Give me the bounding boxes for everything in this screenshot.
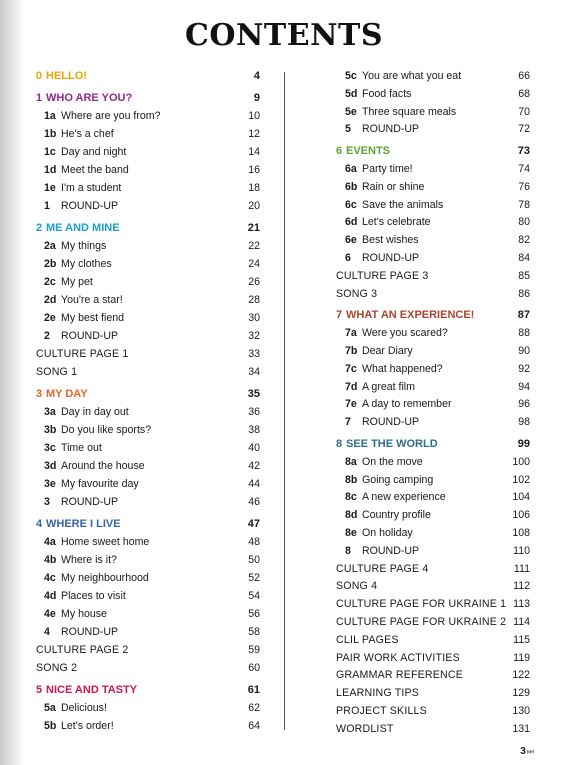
page-ref: 52 — [248, 572, 260, 584]
page-ref: 16 — [248, 164, 260, 176]
page-ref: 61 — [247, 684, 260, 696]
unit-number: 5 — [36, 684, 43, 696]
unit-title: SEE THE WORLD — [346, 438, 438, 450]
lesson-title: My things — [61, 240, 107, 252]
lesson-title: Let's celebrate — [362, 216, 431, 229]
lesson-title: Where is it? — [61, 554, 117, 566]
lesson-title: Home sweet home — [61, 536, 150, 548]
page-ref: 9 — [253, 92, 260, 104]
lesson-code: 2b — [44, 258, 57, 270]
lesson-code: 7d — [345, 380, 358, 393]
page-ref: 32 — [248, 330, 260, 342]
contents-entry — [336, 720, 536, 738]
page-ref: 26 — [248, 276, 260, 288]
lesson-code: 1e — [44, 182, 56, 194]
unit-title: ME AND MINE — [46, 222, 120, 234]
page-ref: 122 — [512, 669, 530, 682]
lesson-code: 8b — [345, 473, 358, 486]
lesson-entry — [336, 213, 536, 231]
page-ref: 86 — [518, 287, 530, 300]
page-ref: 58 — [248, 626, 260, 638]
lesson-entry — [336, 413, 536, 431]
lesson-title: Where are you from? — [61, 110, 161, 122]
page-ref: 73 — [517, 145, 530, 158]
entry-title: SONG 2 — [36, 662, 78, 674]
lesson-code: 7 — [345, 416, 351, 429]
page-ref: 72 — [518, 123, 530, 136]
lesson-title: Let's order! — [61, 720, 114, 732]
lesson-code: 8d — [345, 509, 358, 522]
lesson-entry — [336, 160, 536, 178]
page-ref: 35 — [247, 388, 260, 400]
lesson-title: My pet — [61, 276, 93, 288]
unit-number: 2 — [36, 222, 43, 234]
page-ref: 54 — [248, 590, 260, 602]
entry-title: SONG 3 — [336, 287, 378, 300]
lesson-code: 5d — [345, 87, 358, 100]
lesson-code: 6b — [345, 180, 358, 193]
lesson-title: On the move — [362, 455, 423, 468]
lesson-title: Meet the band — [61, 164, 129, 176]
page-ref: 92 — [518, 362, 530, 375]
lesson-title: Do you like sports? — [61, 424, 152, 436]
lesson-title: My neighbourhood — [61, 572, 149, 584]
lesson-code: 4a — [44, 536, 56, 548]
lesson-title: My clothes — [61, 258, 112, 270]
lesson-entry — [336, 488, 536, 506]
page-ref: 59 — [248, 644, 260, 656]
lesson-entry — [336, 360, 536, 378]
page-ref: 22 — [248, 240, 260, 252]
page-ref: 21 — [247, 222, 260, 234]
page-ref: 36 — [248, 406, 260, 418]
lesson-code: 3a — [44, 406, 56, 418]
lesson-code: 3b — [44, 424, 57, 436]
entry-title: PROJECT SKILLS — [336, 705, 427, 717]
lesson-code: 1a — [44, 110, 56, 122]
contents-entry — [336, 577, 536, 595]
entry-title: CULTURE PAGE FOR UKRAINE 2 — [336, 616, 507, 628]
lesson-code: 1 — [44, 200, 50, 212]
page-ref: 47 — [247, 518, 260, 530]
lesson-code: 8c — [345, 491, 357, 504]
entry-title: GRAMMAR REFERENCE — [336, 669, 464, 682]
unit-title: WHO ARE YOU? — [46, 92, 133, 104]
contents-entry — [336, 560, 536, 578]
page-ref: 84 — [518, 252, 530, 264]
lesson-entry — [336, 524, 536, 542]
lesson-entry — [336, 471, 536, 489]
page-ref: 4 — [253, 70, 260, 82]
page-ref: 38 — [248, 424, 260, 436]
page-ref: 102 — [512, 473, 530, 486]
page-ref: 94 — [518, 380, 530, 393]
lesson-code: 5 — [345, 123, 351, 136]
lesson-entry — [336, 103, 536, 121]
lesson-title: Best wishes — [362, 234, 419, 247]
lesson-code: 2c — [44, 276, 56, 288]
page-ref: 90 — [518, 345, 530, 357]
lesson-code: 3d — [44, 460, 57, 472]
page-ref: 70 — [518, 105, 530, 118]
lesson-entry — [336, 231, 536, 249]
lesson-code: 8e — [345, 527, 357, 539]
entry-title: SONG 1 — [36, 366, 78, 378]
lesson-title: My favourite day — [61, 478, 139, 490]
lesson-code: 4b — [44, 554, 57, 566]
page-ref: 42 — [248, 460, 260, 472]
lesson-title: Places to visit — [61, 590, 126, 602]
lesson-title: ROUND-UP — [61, 200, 119, 212]
lesson-code: 4c — [44, 572, 56, 584]
entry-title: WORDLIST — [336, 722, 394, 735]
page-ref: 131 — [512, 722, 530, 735]
page-ref: 24 — [248, 258, 260, 270]
lesson-title: Food facts — [362, 87, 412, 100]
lesson-title: Were you scared? — [362, 327, 448, 340]
lesson-title: My best fiend — [61, 312, 125, 324]
lesson-entry — [336, 342, 536, 360]
entry-title: LEARNING TIPS — [336, 687, 420, 700]
lesson-title: On holiday — [362, 527, 413, 539]
page-ref: 82 — [518, 234, 530, 247]
lesson-entry — [336, 178, 536, 196]
page-ref: 113 — [513, 598, 530, 611]
lesson-title: ROUND-UP — [362, 252, 420, 264]
lesson-title: A great film — [362, 380, 415, 393]
page-ref: 60 — [248, 662, 260, 674]
unit-title: WHAT AN EXPERIENCE! — [346, 309, 475, 322]
lesson-code: 2 — [44, 330, 50, 342]
entry-title: CULTURE PAGE FOR UKRAINE 1 — [336, 598, 507, 611]
lesson-title: ROUND-UP — [61, 626, 119, 638]
page-ref: 96 — [518, 398, 530, 411]
lesson-title: A new experience — [362, 491, 446, 504]
lesson-entry — [336, 378, 536, 396]
lesson-title: Day in day out — [61, 406, 129, 418]
page-ref: 40 — [248, 442, 260, 454]
page-ref: 99 — [517, 438, 530, 450]
page-ref: 80 — [518, 216, 530, 229]
page-ref: 129 — [512, 687, 530, 700]
contents-entry — [336, 285, 536, 303]
forward-arrows-icon: ⏭ — [526, 747, 534, 756]
page-ref: 50 — [248, 554, 260, 566]
contents-entry — [336, 649, 536, 667]
unit-title: NICE AND TASTY — [46, 684, 138, 696]
lesson-code: 6e — [345, 234, 357, 247]
lesson-title: Delicious! — [61, 702, 107, 714]
lesson-code: 4e — [44, 608, 56, 620]
lesson-code: 7b — [345, 345, 358, 357]
lesson-code: 3e — [44, 478, 56, 490]
page-ref: 104 — [512, 491, 530, 504]
page-ref: 34 — [248, 366, 260, 378]
entry-title: CLIL PAGES — [336, 633, 399, 646]
unit-title: MY DAY — [46, 388, 88, 400]
unit-number: 4 — [36, 518, 43, 530]
page-ref: 98 — [518, 416, 530, 429]
entry-title: CULTURE PAGE 2 — [36, 644, 129, 656]
lesson-code: 5e — [345, 105, 357, 118]
page-number — [520, 746, 534, 757]
lesson-title: Rain or shine — [362, 180, 425, 193]
page-ref: 100 — [512, 455, 530, 468]
page-ref: 119 — [513, 651, 530, 664]
lesson-code: 5c — [345, 70, 357, 82]
lesson-code: 3c — [44, 442, 56, 454]
lesson-title: Three square meals — [362, 105, 457, 118]
page-ref: 10 — [248, 110, 260, 122]
unit-title: EVENTS — [346, 145, 391, 158]
lesson-title: Time out — [61, 442, 102, 454]
unit-number: 8 — [336, 438, 343, 450]
page-ref: 88 — [518, 327, 530, 340]
lesson-code: 1d — [44, 164, 57, 176]
lesson-title: Day and night — [61, 146, 127, 158]
lesson-code: 7e — [345, 398, 357, 411]
contents-entry — [336, 613, 536, 631]
page-ref: 20 — [248, 200, 260, 212]
contents-entry — [336, 684, 536, 702]
page-ref: 68 — [518, 87, 530, 100]
lesson-title: You're a star! — [61, 294, 123, 306]
lesson-code: 8a — [345, 455, 357, 468]
lesson-code: 6d — [345, 216, 358, 229]
entry-title: PAIR WORK ACTIVITIES — [336, 651, 460, 664]
lesson-entry — [336, 67, 536, 85]
lesson-title: You are what you eat — [362, 70, 462, 82]
unit-heading — [336, 435, 536, 453]
unit-title: HELLO! — [46, 70, 87, 82]
lesson-code: 5b — [44, 720, 57, 732]
contents-entry — [336, 595, 536, 613]
unit-number: 7 — [336, 309, 343, 322]
lesson-code: 2a — [44, 240, 56, 252]
lesson-title: ROUND-UP — [61, 330, 119, 342]
lesson-code: 3 — [44, 496, 50, 508]
contents-entry — [336, 631, 536, 649]
lesson-code: 6 — [345, 252, 351, 264]
lesson-code: 1b — [44, 128, 57, 140]
page-ref: 30 — [248, 312, 260, 324]
page-ref: 28 — [248, 294, 260, 306]
page-ref: 130 — [512, 705, 530, 717]
contents-entry — [336, 267, 536, 285]
lesson-title: A day to remember — [362, 398, 452, 411]
page-ref: 85 — [518, 269, 530, 282]
page-ref: 64 — [248, 720, 260, 732]
lesson-title: I'm a student — [61, 182, 122, 194]
lesson-code: 7a — [345, 327, 357, 340]
entry-title: CULTURE PAGE 4 — [336, 562, 429, 575]
page-ref: 62 — [248, 702, 260, 714]
lesson-code: 2e — [44, 312, 56, 324]
lesson-title: Country profile — [362, 509, 431, 522]
lesson-entry — [336, 542, 536, 560]
lesson-title: Party time! — [362, 163, 413, 175]
lesson-code: 4 — [44, 626, 50, 638]
lesson-title: My house — [61, 608, 107, 620]
lesson-entry — [336, 85, 536, 103]
lesson-title: ROUND-UP — [61, 496, 119, 508]
unit-number: 1 — [36, 92, 43, 104]
lesson-entry — [336, 196, 536, 214]
lesson-entry — [336, 395, 536, 413]
lesson-entry — [336, 324, 536, 342]
lesson-code: 2d — [44, 294, 57, 306]
entry-title: SONG 4 — [336, 580, 378, 593]
page-ref: 110 — [513, 544, 530, 557]
lesson-title: What happened? — [362, 362, 443, 375]
lesson-title: ROUND-UP — [362, 123, 420, 136]
contents-entry — [336, 702, 536, 720]
page-ref: 108 — [512, 527, 530, 539]
page-ref: 48 — [248, 536, 260, 548]
lesson-entry — [336, 453, 536, 471]
page-ref: 12 — [248, 128, 260, 140]
page-ref: 33 — [248, 348, 260, 360]
page-ref: 111 — [513, 562, 530, 575]
page-ref: 114 — [513, 616, 530, 628]
lesson-code: 6c — [345, 198, 357, 211]
lesson-title: ROUND-UP — [362, 416, 420, 429]
page-ref: 87 — [517, 309, 530, 322]
lesson-title: Dear Diary — [362, 345, 413, 357]
unit-title: WHERE I LIVE — [46, 518, 121, 530]
lesson-title: ROUND-UP — [362, 544, 420, 557]
lesson-code: 8 — [345, 544, 351, 557]
page-number-text: 3 — [520, 746, 526, 757]
page-ref: 78 — [518, 198, 530, 211]
lesson-entry — [336, 120, 536, 138]
lesson-title: Going camping — [362, 473, 434, 486]
page-ref: 74 — [518, 163, 530, 175]
unit-number: 3 — [36, 388, 43, 400]
entry-title: CULTURE PAGE 3 — [336, 269, 429, 282]
lesson-entry — [336, 249, 536, 267]
page-ref: 106 — [512, 509, 530, 522]
page-ref: 18 — [248, 182, 260, 194]
contents-entry — [336, 666, 536, 684]
page-ref: 56 — [248, 608, 260, 620]
lesson-code: 4d — [44, 590, 57, 602]
lesson-title: Save the animals — [362, 198, 444, 211]
page-ref: 66 — [518, 70, 530, 82]
entry-title: CULTURE PAGE 1 — [36, 348, 129, 360]
lesson-code: 5a — [44, 702, 56, 714]
page-ref: 76 — [518, 180, 530, 193]
unit-heading — [336, 142, 536, 160]
page-ref: 14 — [248, 146, 260, 158]
unit-number: 6 — [336, 145, 343, 158]
lesson-code: 1c — [44, 146, 56, 158]
unit-heading — [336, 306, 536, 324]
lesson-title: Around the house — [61, 460, 145, 472]
page-ref: 115 — [513, 633, 530, 646]
lesson-title: He's a chef — [61, 128, 114, 140]
unit-number: 0 — [36, 70, 43, 82]
lesson-code: 7c — [345, 362, 357, 375]
page-title: CONTENTS — [184, 18, 384, 53]
lesson-entry — [336, 506, 536, 524]
page-ref: 112 — [513, 580, 530, 593]
page-ref: 46 — [248, 496, 260, 508]
lesson-code: 6a — [345, 163, 357, 175]
page-ref: 44 — [248, 478, 260, 490]
